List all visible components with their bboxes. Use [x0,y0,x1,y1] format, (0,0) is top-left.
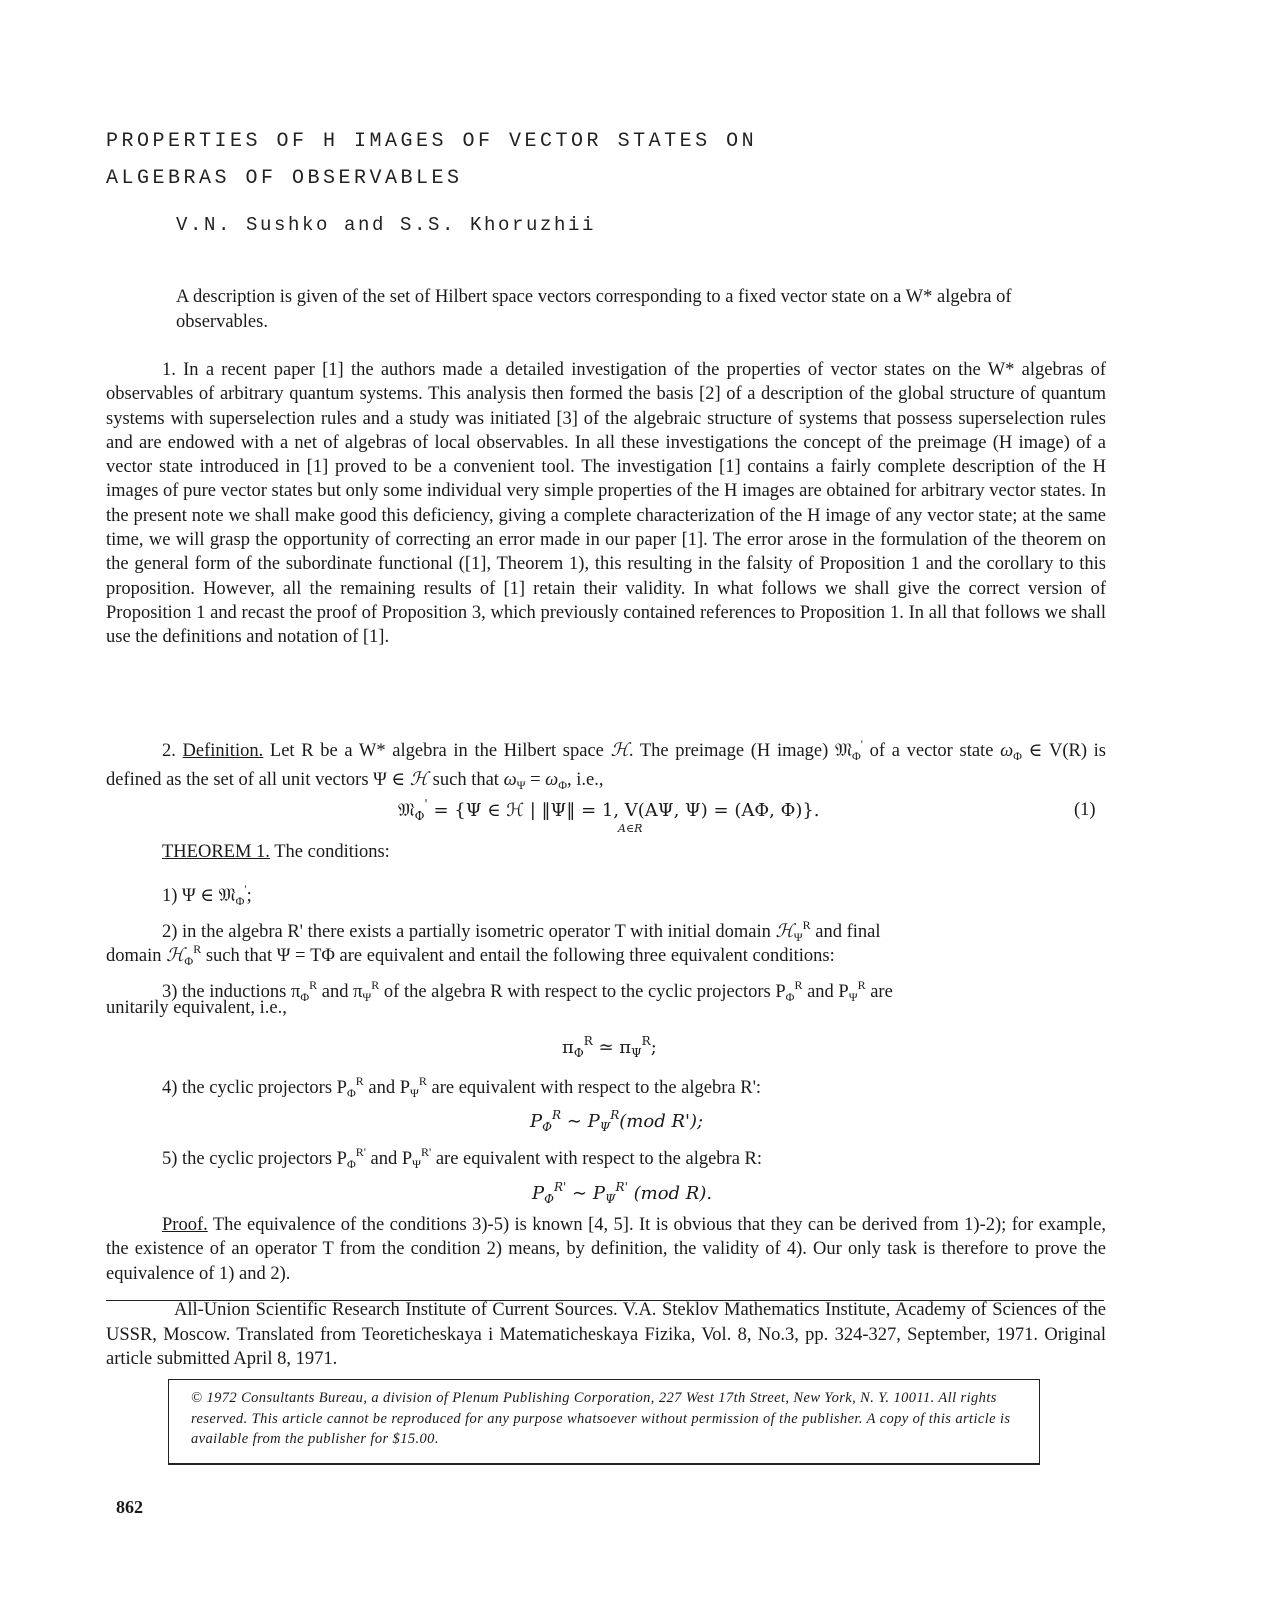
projector-symbol: P [401,1149,413,1169]
r-superscript: R [802,918,811,932]
paper-title-line-1: PROPERTIES OF H IMAGES OF VECTOR STATES ON [106,130,758,153]
phi-subscript: Φ [785,990,795,1004]
eq1-body: = {Ψ ∈ ℋ | ‖Ψ‖ = 1, V(AΨ, Ψ) = (AΦ, Φ)}. [433,800,820,821]
r-superscript: R [551,1108,562,1122]
projector-symbol: P [530,1111,543,1132]
r-prime-superscript: R' [553,1180,567,1194]
omega-symbol: ω [1000,741,1014,761]
equation-1 [398,797,820,823]
r-superscript: R [641,1034,651,1048]
condition-1-end: ; [246,886,252,906]
psi-subscript: Ψ [793,930,803,944]
section-1-paragraph: 1. In a recent paper [1] the authors made a detailed investigation of the properties of vector states on the W* algebras of observables of arbitrary quantum systems. This analysis then formed the basis [2] of a description of the global structure of quantum systems with superselection rules and a study was initiated [3] of the algebraic structure of systems that possess superselection rules and are endowed with a net of algebras of local observables. In all these investigations the concept of the preimage (H image) of a vector state introduced in [1] proved to be a convenient tool. The investigation [1] contains a fairly complete description of the H images of pure vector states but only some individual very simple properties of the H images are obtained for arbitrary vector states. In the present note we shall make good this deficiency, giving a complete characterization of the H image of any vector state; at the same time, we will grasp the opportunity of correcting an error made in our paper [1]. The error arose in the formulation of the theorem on the general form of the subordinate functional ([1], Theorem 1), this resulting in the falsity of Proposition 1 and the corollary to this proposition. However, all the remaining results of [1] retain their validity. In what follows we shall give the correct version of Proposition 1 and recast the proof of Proposition 3, which previously contained references to Proposition 1. In all that follows we shall use the definitions and notation of [1]. [106,360,1106,648]
condition-1 [162,877,252,913]
equation-5 [532,1180,712,1206]
approx-symbol: ≃ [598,1037,614,1058]
r-superscript: R [794,978,803,992]
phi-subscript: Φ [184,954,194,968]
omega-symbol: ω [503,770,517,791]
definition-text-e: such that [432,770,499,791]
phi-subscript: Φ [300,990,310,1004]
condition-3-text-b: and [321,982,349,1002]
equation-number: (1) [1074,800,1096,820]
copyright-box [168,1379,1040,1465]
pi-symbol: π [619,1037,632,1058]
phi-subscript: Φ [544,1192,554,1206]
condition-1-text: 1) Ψ ∈ 𝔐 [162,886,236,906]
psi-subscript: Ψ [362,990,372,1004]
hilbert-space-symbol: ℋ [166,946,185,966]
condition-2-line-2 [106,937,835,973]
equals-sign: = [530,770,541,791]
psi-subscript: Ψ [516,778,526,793]
r-superscript: R [583,1034,593,1048]
phi-subscript: Φ [852,749,861,763]
paper-title-line-2: ALGEBRAS OF OBSERVABLES [106,167,463,190]
condition-4 [162,1069,761,1105]
authors: V.N. Sushko and S.S. Khoruzhii [176,214,597,236]
theorem-intro: The conditions: [274,842,390,862]
phi-subscript: Φ [414,809,425,823]
condition-5-text-b: and [370,1149,398,1169]
psi-subscript: Ψ [412,1157,422,1171]
definition-text-b: . The preimage (H image) [628,741,829,761]
condition-3-line-2: unitarily equivalent, i.e., [106,998,287,1018]
r-superscript: R [857,978,866,992]
projector-symbol: P [838,982,849,1002]
condition-5-text-a: 5) the cyclic projectors [162,1149,333,1169]
condition-4-text-b: and [368,1078,396,1098]
proof-text: The equivalence of the conditions 3)-5) is known [4, 5]. It is obvious that they can be derived from 1)-2); for example, the existence of an operator T from the condition 2) means, by definition, the validity of 4). Our only task is therefore to prove the equivalence of 1) and 2). [106,1215,1107,1284]
pi-symbol: π [290,982,301,1002]
r-prime-superscript: R' [421,1145,432,1159]
definition-text-d: ∈ V(R) is defined as the set of all unit vectors Ψ ∈ [106,741,1106,791]
psi-subscript: Ψ [631,1046,642,1060]
projector-symbol: P [336,1149,347,1169]
abstract: A description is given of the set of Hilbert space vectors corresponding to a fixed vector state on a W* algebra of observables. [176,287,1012,332]
condition-3-text-d: and [807,982,834,1002]
r-prime-superscript: R' [615,1180,628,1194]
projector-symbol: P [532,1183,545,1204]
copyright-notice: © 1972 Consultants Bureau, a division of Plenum Publishing Corporation, 227 West 17th Street, New York, N. Y. 10011. All rights reserved. This article cannot be reproduced for any purpose whatsoever without permission of the publisher. A copy of this article is available from the publisher for $15.00. [191,1390,1011,1447]
projector-symbol: P [587,1111,600,1132]
phi-subscript: Φ [1013,749,1022,763]
affiliation-footnote: All-Union Scientific Research Institute of Current Sources. V.A. Steklov Mathematics Institute, Academy of Sciences of the USSR, Moscow. Translated from Teoreticheskaya i Matematicheskaya Fizika, Vol. 8, No.3, pp. 324-327, September, 1971. Original article submitted April 8, 1971. [106,1300,1106,1369]
phi-subscript: Φ [346,1157,356,1171]
hilbert-space-symbol: ℋ [775,922,794,942]
condition-3-text-c: of the algebra R with respect to the cyclic projectors [383,982,771,1002]
phi-subscript: Φ [542,1120,552,1134]
psi-subscript: Ψ [599,1120,611,1134]
pi-symbol: π [562,1037,574,1058]
page-number: 862 [116,1497,143,1517]
projector-symbol: P [399,1078,411,1098]
r-superscript: R [309,978,318,992]
r-superscript: R [418,1074,427,1088]
projector-symbol: P [775,982,786,1002]
r-prime-superscript: R' [355,1145,366,1159]
proof-paragraph [106,1213,1106,1286]
equation-4 [530,1108,703,1134]
condition-4-text-c: are equivalent with respect to the algebra R': [431,1078,762,1098]
phi-subscript: Φ [346,1086,356,1100]
definition-paragraph [106,732,1106,798]
eq1-lhs-symbol: 𝔐 [398,800,415,821]
prime-mark: ' [244,882,247,896]
eq5-mod: (mod R). [633,1183,713,1204]
equation-3: $\pi_\Phi^R$ ≃ $\pi_\Psi^R$; [562,1034,657,1060]
hilbert-space-symbol: ℋ [409,770,429,791]
condition-3-text-e: are [870,982,893,1002]
definition-text-f: , i.e., [567,770,604,791]
sim-symbol: ∼ [572,1183,588,1204]
condition-2-text-c: domain [106,946,162,966]
definition-label: Definition. [182,741,264,761]
phi-subscript: Φ [558,778,568,793]
phi-subscript: Φ [235,894,245,908]
r-superscript: R [193,942,202,956]
prime-mark: ' [860,737,863,751]
preimage-symbol: 𝔐 [834,741,853,761]
sim-symbol: ∼ [566,1111,582,1132]
condition-2-text-b: and final [815,922,881,942]
hilbert-space-symbol: ℋ [610,741,629,761]
condition-2-text-a: 2) in the algebra R' there exists a partially isometric operator T with initial domain [162,922,771,942]
section-2-number: 2. [162,741,176,761]
eq4-mod: (mod R'); [619,1111,704,1132]
omega-symbol: ω [545,770,559,791]
phi-subscript: Φ [573,1046,584,1060]
theorem-label: THEOREM 1. [162,842,270,862]
psi-subscript: Ψ [605,1192,616,1206]
definition-text-a: Let R be a W* algebra in the Hilbert space [269,741,604,761]
projector-symbol: P [336,1078,347,1098]
psi-subscript: Ψ [848,990,858,1004]
r-superscript: R [610,1108,620,1122]
condition-5-text-c: are equivalent with respect to the algebra R: [435,1149,763,1169]
condition-2-text-d: such that Ψ = TΦ are equivalent and entail the following three equivalent conditions: [205,946,835,966]
prime-mark: ' [424,797,428,811]
condition-3-text-a: 3) the inductions [162,982,287,1002]
condition-4-text-a: 4) the cyclic projectors [162,1078,333,1098]
eq1-under-index: A∈R [618,822,643,835]
r-superscript: R [371,978,380,992]
proof-label: Proof. [162,1215,208,1235]
theorem-heading [162,840,390,864]
r-superscript: R [355,1074,364,1088]
psi-subscript: Ψ [410,1086,419,1100]
definition-text-c: of a vector state [869,741,994,761]
condition-5 [162,1140,762,1176]
pi-symbol: π [353,982,363,1002]
projector-symbol: P [592,1183,605,1204]
